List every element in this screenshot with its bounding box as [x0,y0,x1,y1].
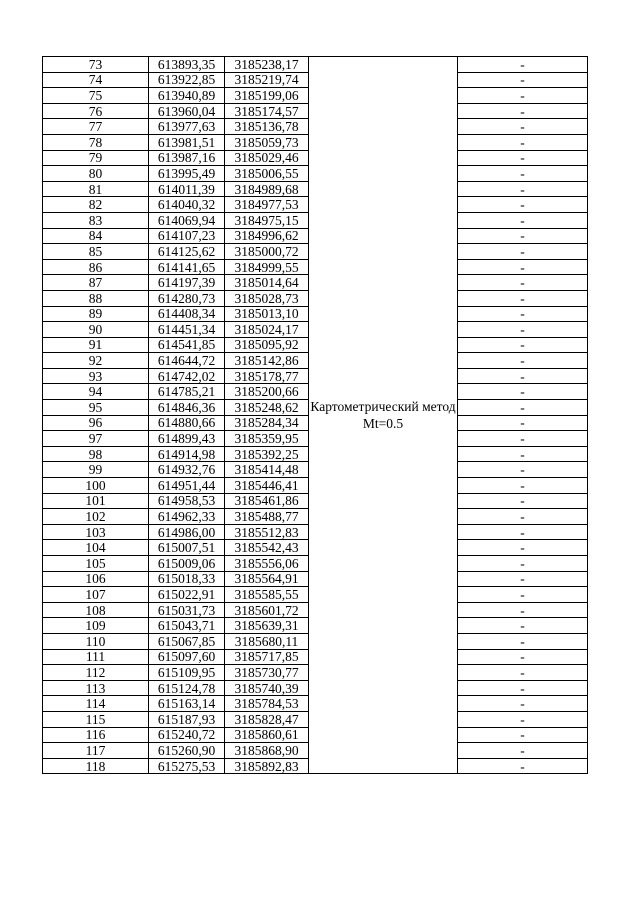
y-coordinate-cell: 3185717,85 [225,649,309,665]
accuracy-cell: - [458,696,588,712]
point-number-cell: 88 [43,290,149,306]
accuracy-cell: - [458,244,588,260]
y-coordinate-cell: 3185639,31 [225,618,309,634]
y-coordinate-cell: 3184989,68 [225,181,309,197]
x-coordinate-cell: 614451,34 [149,322,225,338]
y-coordinate-cell: 3185024,17 [225,322,309,338]
x-coordinate-cell: 615097,60 [149,649,225,665]
point-number-cell: 102 [43,509,149,525]
x-coordinate-cell: 614785,21 [149,384,225,400]
accuracy-cell: - [458,57,588,73]
point-number-cell: 91 [43,337,149,353]
y-coordinate-cell: 3185680,11 [225,633,309,649]
accuracy-cell: - [458,415,588,431]
point-number-cell: 117 [43,743,149,759]
accuracy-cell: - [458,88,588,104]
x-coordinate-cell: 614962,33 [149,509,225,525]
point-number-cell: 85 [43,244,149,260]
point-number-cell: 81 [43,181,149,197]
point-number-cell: 96 [43,415,149,431]
y-coordinate-cell: 3185601,72 [225,602,309,618]
point-number-cell: 83 [43,212,149,228]
accuracy-cell: - [458,228,588,244]
x-coordinate-cell: 614141,65 [149,259,225,275]
point-number-cell: 111 [43,649,149,665]
y-coordinate-cell: 3185446,41 [225,478,309,494]
accuracy-cell: - [458,540,588,556]
x-coordinate-cell: 614197,39 [149,275,225,291]
y-coordinate-cell: 3185238,17 [225,57,309,73]
accuracy-cell: - [458,602,588,618]
x-coordinate-cell: 615007,51 [149,540,225,556]
point-number-cell: 99 [43,462,149,478]
x-coordinate-cell: 614846,36 [149,400,225,416]
point-number-cell: 74 [43,72,149,88]
x-coordinate-cell: 613940,89 [149,88,225,104]
accuracy-cell: - [458,322,588,338]
point-number-cell: 109 [43,618,149,634]
x-coordinate-cell: 615124,78 [149,680,225,696]
y-coordinate-cell: 3185512,83 [225,524,309,540]
accuracy-cell: - [458,134,588,150]
y-coordinate-cell: 3185868,90 [225,743,309,759]
y-coordinate-cell: 3185059,73 [225,134,309,150]
x-coordinate-cell: 613960,04 [149,103,225,119]
point-number-cell: 108 [43,602,149,618]
y-coordinate-cell: 3185013,10 [225,306,309,322]
y-coordinate-cell: 3185740,39 [225,680,309,696]
point-number-cell: 113 [43,680,149,696]
y-coordinate-cell: 3185178,77 [225,368,309,384]
accuracy-cell: - [458,524,588,540]
x-coordinate-cell: 614932,76 [149,462,225,478]
y-coordinate-cell: 3185095,92 [225,337,309,353]
accuracy-cell: - [458,478,588,494]
point-number-cell: 110 [43,633,149,649]
accuracy-cell: - [458,556,588,572]
point-number-cell: 90 [43,322,149,338]
x-coordinate-cell: 615109,95 [149,665,225,681]
x-coordinate-cell: 613893,35 [149,57,225,73]
y-coordinate-cell: 3185248,62 [225,400,309,416]
accuracy-cell: - [458,587,588,603]
accuracy-cell: - [458,353,588,369]
y-coordinate-cell: 3185029,46 [225,150,309,166]
y-coordinate-cell: 3184975,15 [225,212,309,228]
accuracy-cell: - [458,743,588,759]
x-coordinate-cell: 614899,43 [149,431,225,447]
point-number-cell: 82 [43,197,149,213]
point-number-cell: 105 [43,556,149,572]
x-coordinate-cell: 614880,66 [149,415,225,431]
y-coordinate-cell: 3185414,48 [225,462,309,478]
y-coordinate-cell: 3184996,62 [225,228,309,244]
y-coordinate-cell: 3185730,77 [225,665,309,681]
point-number-cell: 79 [43,150,149,166]
x-coordinate-cell: 614408,34 [149,306,225,322]
y-coordinate-cell: 3185014,64 [225,275,309,291]
y-coordinate-cell: 3185860,61 [225,727,309,743]
x-coordinate-cell: 615187,93 [149,711,225,727]
y-coordinate-cell: 3185199,06 [225,88,309,104]
accuracy-cell: - [458,290,588,306]
table-row [43,57,588,73]
point-number-cell: 115 [43,711,149,727]
x-coordinate-cell: 615260,90 [149,743,225,759]
point-number-cell: 77 [43,119,149,135]
x-coordinate-cell: 615018,33 [149,571,225,587]
accuracy-cell: - [458,727,588,743]
point-number-cell: 89 [43,306,149,322]
point-number-cell: 101 [43,493,149,509]
accuracy-cell: - [458,166,588,182]
x-coordinate-cell: 614125,62 [149,244,225,260]
point-number-cell: 86 [43,259,149,275]
y-coordinate-cell: 3185892,83 [225,758,309,774]
y-coordinate-cell: 3185359,95 [225,431,309,447]
accuracy-cell: - [458,103,588,119]
y-coordinate-cell: 3185784,53 [225,696,309,712]
accuracy-cell: - [458,665,588,681]
coordinates-table [42,56,588,774]
x-coordinate-cell: 614040,32 [149,197,225,213]
x-coordinate-cell: 615275,53 [149,758,225,774]
point-number-cell: 112 [43,665,149,681]
x-coordinate-cell: 613981,51 [149,134,225,150]
y-coordinate-cell: 3185392,25 [225,446,309,462]
accuracy-cell: - [458,119,588,135]
x-coordinate-cell: 615240,72 [149,727,225,743]
x-coordinate-cell: 613922,85 [149,72,225,88]
point-number-cell: 104 [43,540,149,556]
point-number-cell: 73 [43,57,149,73]
point-number-cell: 80 [43,166,149,182]
y-coordinate-cell: 3185006,55 [225,166,309,182]
accuracy-cell: - [458,446,588,462]
y-coordinate-cell: 3185461,86 [225,493,309,509]
point-number-cell: 92 [43,353,149,369]
accuracy-cell: - [458,431,588,447]
accuracy-cell: - [458,197,588,213]
x-coordinate-cell: 614011,39 [149,181,225,197]
x-coordinate-cell: 614958,53 [149,493,225,509]
x-coordinate-cell: 614986,00 [149,524,225,540]
x-coordinate-cell: 614069,94 [149,212,225,228]
y-coordinate-cell: 3185488,77 [225,509,309,525]
y-coordinate-cell: 3185174,57 [225,103,309,119]
accuracy-cell: - [458,337,588,353]
accuracy-cell: - [458,571,588,587]
point-number-cell: 94 [43,384,149,400]
method-cell: Картометрический метод Mt=0.5 [309,57,458,774]
point-number-cell: 93 [43,368,149,384]
accuracy-cell: - [458,212,588,228]
y-coordinate-cell: 3185564,91 [225,571,309,587]
point-number-cell: 114 [43,696,149,712]
point-number-cell: 107 [43,587,149,603]
y-coordinate-cell: 3185556,06 [225,556,309,572]
accuracy-cell: - [458,462,588,478]
accuracy-cell: - [458,711,588,727]
accuracy-cell: - [458,384,588,400]
accuracy-cell: - [458,72,588,88]
x-coordinate-cell: 614541,85 [149,337,225,353]
accuracy-cell: - [458,275,588,291]
x-coordinate-cell: 613977,63 [149,119,225,135]
point-number-cell: 75 [43,88,149,104]
x-coordinate-cell: 615067,85 [149,633,225,649]
y-coordinate-cell: 3185000,72 [225,244,309,260]
x-coordinate-cell: 615163,14 [149,696,225,712]
point-number-cell: 116 [43,727,149,743]
x-coordinate-cell: 615022,91 [149,587,225,603]
x-coordinate-cell: 613995,49 [149,166,225,182]
coordinates-table-body [43,57,588,774]
y-coordinate-cell: 3184999,55 [225,259,309,275]
point-number-cell: 84 [43,228,149,244]
x-coordinate-cell: 613987,16 [149,150,225,166]
accuracy-cell: - [458,400,588,416]
accuracy-cell: - [458,509,588,525]
accuracy-cell: - [458,181,588,197]
y-coordinate-cell: 3185136,78 [225,119,309,135]
y-coordinate-cell: 3184977,53 [225,197,309,213]
point-number-cell: 87 [43,275,149,291]
y-coordinate-cell: 3185284,34 [225,415,309,431]
x-coordinate-cell: 614644,72 [149,353,225,369]
point-number-cell: 78 [43,134,149,150]
accuracy-cell: - [458,493,588,509]
y-coordinate-cell: 3185219,74 [225,72,309,88]
accuracy-cell: - [458,306,588,322]
x-coordinate-cell: 614280,73 [149,290,225,306]
point-number-cell: 103 [43,524,149,540]
point-number-cell: 95 [43,400,149,416]
accuracy-cell: - [458,633,588,649]
accuracy-cell: - [458,618,588,634]
y-coordinate-cell: 3185142,86 [225,353,309,369]
point-number-cell: 118 [43,758,149,774]
x-coordinate-cell: 615043,71 [149,618,225,634]
accuracy-cell: - [458,259,588,275]
accuracy-cell: - [458,368,588,384]
x-coordinate-cell: 615031,73 [149,602,225,618]
y-coordinate-cell: 3185200,66 [225,384,309,400]
x-coordinate-cell: 614951,44 [149,478,225,494]
x-coordinate-cell: 614107,23 [149,228,225,244]
y-coordinate-cell: 3185542,43 [225,540,309,556]
accuracy-cell: - [458,649,588,665]
y-coordinate-cell: 3185585,55 [225,587,309,603]
accuracy-cell: - [458,680,588,696]
y-coordinate-cell: 3185828,47 [225,711,309,727]
point-number-cell: 76 [43,103,149,119]
point-number-cell: 106 [43,571,149,587]
point-number-cell: 98 [43,446,149,462]
x-coordinate-cell: 614914,98 [149,446,225,462]
point-number-cell: 100 [43,478,149,494]
accuracy-cell: - [458,758,588,774]
y-coordinate-cell: 3185028,73 [225,290,309,306]
x-coordinate-cell: 615009,06 [149,556,225,572]
accuracy-cell: - [458,150,588,166]
point-number-cell: 97 [43,431,149,447]
x-coordinate-cell: 614742,02 [149,368,225,384]
